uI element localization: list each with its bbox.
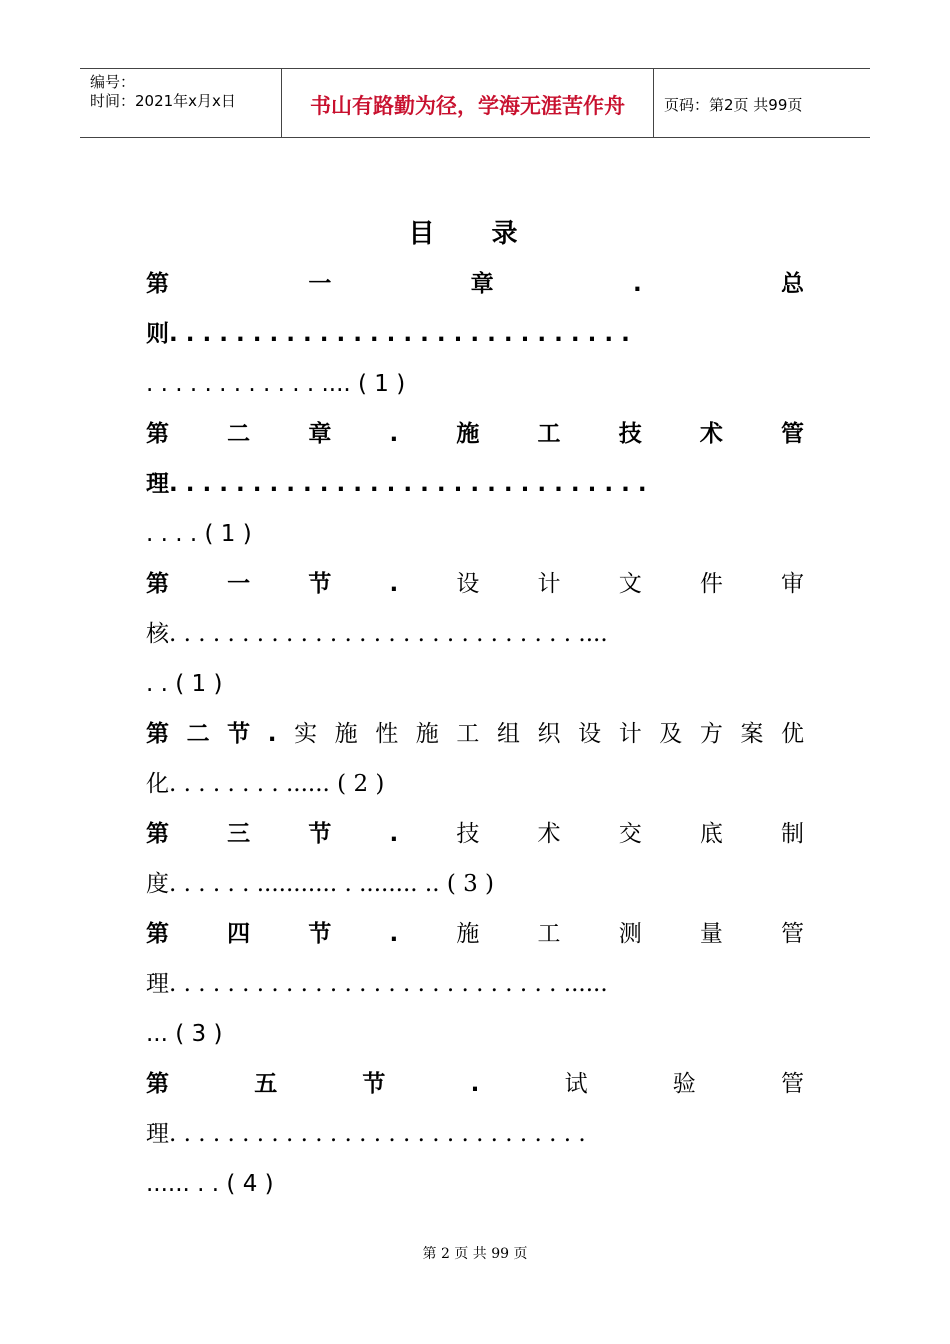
toc-char: 第 xyxy=(146,921,169,947)
toc-char: 第 xyxy=(146,821,169,847)
toc-entry-s3-leader: 度. . . . . . ........... . ........ .. ( 3 ) xyxy=(146,871,495,897)
toc-char: 设 xyxy=(456,571,480,597)
header-meta xyxy=(80,69,282,137)
toc-entry-s4-leader: 理. . . . . . . . . . . . . . . . . . . . . . . . . . . ...... xyxy=(146,971,608,997)
toc-entry-s2-leader: 化. . . . . . . . ...... ( 2 ) xyxy=(146,771,385,797)
header-motto: 书山有路勤为径，学海无涯苦作舟 xyxy=(282,69,654,137)
toc-char: 节 xyxy=(308,921,332,947)
toc-entry-s5-page: ...... . . ( 4 ) xyxy=(146,1171,274,1197)
page-header xyxy=(80,68,870,138)
toc-entry-s2-heading[interactable] xyxy=(146,714,804,754)
toc-char: 方 xyxy=(699,721,723,747)
toc-char: 案 xyxy=(740,721,764,747)
toc-char: 施 xyxy=(334,721,358,747)
toc-entry-s4-heading[interactable] xyxy=(146,914,804,954)
toc-char: 一 xyxy=(227,571,251,597)
toc-char: 第 xyxy=(146,271,169,297)
toc-char: 总 xyxy=(781,271,804,297)
toc-entry-s1-heading[interactable] xyxy=(146,564,804,604)
toc-char: 二 xyxy=(227,421,251,447)
toc-char: 第 xyxy=(146,421,169,447)
toc-char: 第 xyxy=(146,1071,169,1097)
toc-char: . xyxy=(389,821,399,847)
toc-char: 底 xyxy=(699,821,723,847)
toc-char: 技 xyxy=(456,821,480,847)
toc-char: 管 xyxy=(781,921,804,947)
toc-char: 节 xyxy=(227,721,251,747)
toc-char: 设 xyxy=(578,721,602,747)
toc-char: 计 xyxy=(618,721,642,747)
header-page-info: 页码：第2页 共99页 xyxy=(664,95,803,114)
toc-char: 测 xyxy=(618,921,642,947)
toc-char: 工 xyxy=(537,421,561,447)
toc-char: 及 xyxy=(659,721,683,747)
toc-char: 章 xyxy=(470,271,494,297)
toc-char: 第 xyxy=(146,721,169,747)
toc-char: 制 xyxy=(781,821,804,847)
toc-char: 组 xyxy=(496,721,520,747)
toc-char: . xyxy=(389,921,399,947)
toc-char: 审 xyxy=(781,571,804,597)
toc-char: 节 xyxy=(308,821,332,847)
toc-char: 五 xyxy=(254,1071,278,1097)
toc-char: 交 xyxy=(618,821,642,847)
toc-char: . xyxy=(470,1071,480,1097)
toc-entry-ch1-leader: 则. . . . . . . . . . . . . . . . . . . . . . . . . . . . xyxy=(146,321,630,347)
toc-char: . xyxy=(389,421,399,447)
toc-entry-ch1-page: . . . . . . . . . . . . .... ( 1 ) xyxy=(146,371,406,397)
toc-char: 件 xyxy=(699,571,723,597)
toc-char: 验 xyxy=(672,1071,696,1097)
toc-char: 文 xyxy=(618,571,642,597)
toc-entry-s3-heading[interactable] xyxy=(146,814,804,854)
toc-char: . xyxy=(267,721,277,747)
toc-char: 施 xyxy=(415,721,439,747)
toc-char: 四 xyxy=(227,921,251,947)
toc-char: 优 xyxy=(781,721,804,747)
toc-char: 一 xyxy=(308,271,332,297)
toc-char: 性 xyxy=(375,721,399,747)
toc-char: 术 xyxy=(537,821,561,847)
toc-char: 计 xyxy=(537,571,561,597)
number-label: 编号： xyxy=(90,73,136,91)
toc-entry-s1-leader: 核. . . . . . . . . . . . . . . . . . . . . . . . . . . . .... xyxy=(146,621,608,647)
toc-char: 第 xyxy=(146,571,169,597)
toc-char: 技 xyxy=(618,421,642,447)
toc-char: 三 xyxy=(227,821,251,847)
toc-entry-ch1-heading[interactable] xyxy=(146,264,804,304)
toc-char: 实 xyxy=(294,721,318,747)
toc-char: 施 xyxy=(456,921,480,947)
toc-char: 施 xyxy=(456,421,480,447)
page-footer: 第 2 页 共 99 页 xyxy=(422,1246,528,1262)
toc-entry-ch2-leader: 理. . . . . . . . . . . . . . . . . . . . . . . . . . . . . xyxy=(146,471,647,497)
toc-char: . xyxy=(389,571,399,597)
toc-title: 目 录 xyxy=(408,219,542,249)
toc-char: 管 xyxy=(780,1071,804,1097)
toc-char: 二 xyxy=(186,721,210,747)
toc-entry-ch2-heading[interactable] xyxy=(146,414,804,454)
toc-char: 试 xyxy=(564,1071,588,1097)
toc-entry-s5-leader: 理. . . . . . . . . . . . . . . . . . . . . . . . . . . . . xyxy=(146,1121,586,1147)
toc-entry-s1-page: . . ( 1 ) xyxy=(146,671,223,697)
toc-char: 管 xyxy=(781,421,804,447)
toc-char: 织 xyxy=(537,721,561,747)
toc-char: 术 xyxy=(699,421,723,447)
toc-char: 节 xyxy=(308,571,332,597)
time-label: 时间：2021年x月x日 xyxy=(90,92,236,110)
toc-entry-s5-heading[interactable] xyxy=(146,1064,804,1104)
toc-char: 节 xyxy=(362,1071,386,1097)
toc-entry-ch2-page: . . . . ( 1 ) xyxy=(146,521,252,547)
toc-char: 工 xyxy=(456,721,480,747)
toc-char: 量 xyxy=(699,921,723,947)
toc-char: . xyxy=(632,271,642,297)
toc-char: 章 xyxy=(308,421,332,447)
toc-entry-s4-page: ... ( 3 ) xyxy=(146,1021,223,1047)
toc-char: 工 xyxy=(537,921,561,947)
